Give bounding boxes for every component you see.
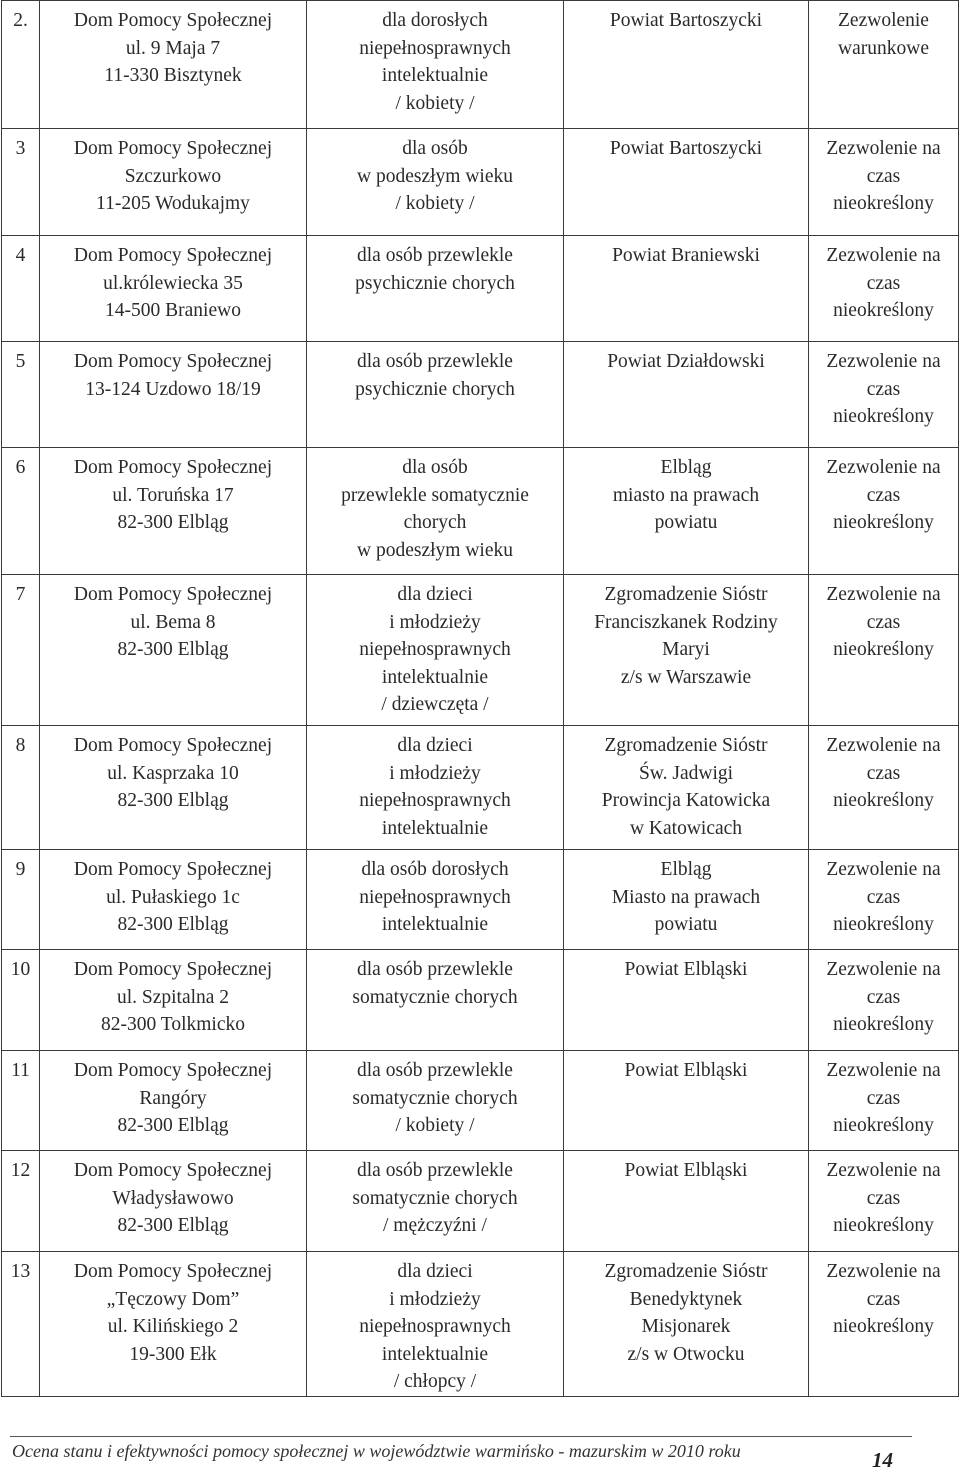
cell-line: czas	[866, 762, 901, 784]
cell-line: dla osób przewlekle	[357, 1160, 513, 1181]
cell-managing-body	[564, 575, 809, 726]
cell-number: 6	[2, 448, 40, 575]
table-row	[2, 575, 959, 726]
cell-permit-status	[809, 1, 959, 129]
cell-number: 9	[2, 850, 40, 950]
cell-line: dla osób przewlekle	[357, 1060, 513, 1081]
cell-line: somatycznie chorych	[352, 986, 518, 1008]
cell-facility-name	[40, 129, 307, 236]
cell-line: Dom Pomocy Społecznej	[73, 859, 273, 880]
cell-permit-status	[809, 950, 959, 1051]
cell-line: ul. Pułaskiego 1c	[106, 886, 240, 908]
cell-line: / dziewczęta /	[381, 694, 489, 715]
cell-facility-type	[307, 950, 564, 1051]
cell-line: / chłopcy /	[393, 1371, 477, 1392]
cell-number: 3	[2, 129, 40, 236]
cell-line: Powiat Elbląski	[624, 1060, 748, 1081]
table-row	[2, 129, 959, 236]
cell-facility-type	[307, 850, 564, 950]
cell-line: nieokreślony	[833, 639, 934, 660]
cell-line: nieokreślony	[833, 512, 934, 533]
cell-facility-name	[40, 1151, 307, 1252]
cell-line: Szczurkowo	[124, 165, 222, 187]
cell-line: intelektualnie	[381, 817, 489, 839]
cell-line: intelektualnie	[381, 914, 489, 935]
cell-number: 13	[2, 1252, 40, 1397]
cell-managing-body	[564, 850, 809, 950]
cell-line: Zezwolenie na	[826, 1160, 941, 1181]
cell-facility-name	[40, 448, 307, 575]
cell-facility-type	[307, 236, 564, 342]
cell-line: Zezwolenie na	[826, 457, 941, 478]
cell-line: Św. Jadwigi	[638, 762, 734, 784]
table-row	[2, 448, 959, 575]
cell-line: niepełnosprawnych	[359, 37, 511, 59]
cell-line: Zezwolenie na	[826, 351, 941, 372]
cell-line: czas	[866, 986, 901, 1008]
cell-line: Dom Pomocy Społecznej	[73, 584, 273, 605]
cell-line: Dom Pomocy Społecznej	[73, 10, 273, 31]
cell-facility-name	[40, 1252, 307, 1397]
cell-line: Elbląg	[660, 859, 712, 880]
cell-line: Powiat Bartoszycki	[609, 138, 763, 159]
cell-line: ul. Szpitalna 2	[116, 986, 230, 1008]
cell-managing-body	[564, 726, 809, 850]
cell-number: 11	[2, 1051, 40, 1151]
cell-line: ul. Toruńska 17	[112, 484, 234, 506]
cell-line: Dom Pomocy Społecznej	[73, 245, 273, 266]
cell-line: dla dzieci	[397, 735, 473, 756]
cell-number: 2.	[2, 1, 40, 129]
cell-facility-type	[307, 1, 564, 129]
cell-permit-status	[809, 575, 959, 726]
cell-line: i młodzieży	[389, 762, 481, 784]
cell-number: 4	[2, 236, 40, 342]
cell-line: 82-300 Elbląg	[117, 512, 229, 533]
cell-number: 10	[2, 950, 40, 1051]
cell-number: 12	[2, 1151, 40, 1252]
cell-line: 82-300 Elbląg	[117, 639, 229, 660]
table-row	[2, 1, 959, 129]
cell-line: powiatu	[654, 914, 718, 935]
cell-facility-type	[307, 726, 564, 850]
cell-line: Dom Pomocy Społecznej	[73, 138, 273, 159]
cell-line: Zgromadzenie Sióstr	[604, 584, 768, 605]
cell-line: somatycznie chorych	[352, 1187, 518, 1209]
cell-line: dla osób	[402, 138, 468, 159]
cell-number: 5	[2, 342, 40, 448]
cell-line: nieokreślony	[833, 1014, 934, 1035]
cell-facility-name	[40, 236, 307, 342]
cell-line: dla osób przewlekle	[357, 245, 513, 266]
cell-line: niepełnosprawnych	[359, 639, 511, 660]
cell-line: Zezwolenie na	[826, 1060, 941, 1081]
cell-managing-body	[564, 448, 809, 575]
cell-line: czas	[866, 886, 901, 908]
cell-line: Zgromadzenie Sióstr	[604, 735, 768, 756]
footer-text: Ocena stanu i efektywności pomocy społecznej w województwie warmińsko - mazurskim w 2010 roku	[12, 1441, 741, 1461]
cell-line: Dom Pomocy Społecznej	[73, 735, 273, 756]
cell-line: dla dzieci	[397, 1261, 473, 1282]
cell-line: nieokreślony	[833, 790, 934, 811]
cell-line: czas	[866, 1288, 901, 1310]
cell-line: przewlekle somatycznie	[341, 484, 529, 506]
page-number: 14	[872, 1448, 893, 1472]
cell-permit-status	[809, 448, 959, 575]
cell-line: somatycznie chorych	[352, 1087, 518, 1109]
cell-line: ul.królewiecka 35	[103, 272, 243, 294]
cell-line: nieokreślony	[833, 1215, 934, 1236]
cell-line: / kobiety /	[395, 1115, 475, 1136]
cell-line: czas	[866, 1087, 901, 1109]
cell-line: intelektualnie	[381, 65, 489, 86]
cell-facility-name	[40, 575, 307, 726]
cell-permit-status	[809, 850, 959, 950]
cell-line: Dom Pomocy Społecznej	[73, 959, 273, 980]
cell-facility-type	[307, 1151, 564, 1252]
table-row	[2, 236, 959, 342]
cell-line: psychicznie chorych	[355, 378, 515, 400]
cell-line: w podeszłym wieku	[357, 539, 513, 561]
cell-line: Zezwolenie	[838, 10, 929, 31]
cell-line: czas	[866, 611, 901, 633]
cell-facility-type	[307, 448, 564, 575]
cell-line: intelektualnie	[381, 666, 489, 688]
cell-facility-type	[307, 1051, 564, 1151]
cell-line: Dom Pomocy Społecznej	[73, 1261, 273, 1282]
cell-line: 11-205 Wodukajmy	[96, 193, 250, 214]
cell-line: niepełnosprawnych	[359, 790, 511, 811]
cell-managing-body	[564, 236, 809, 342]
cell-line: 82-300 Elbląg	[117, 914, 229, 935]
table-row	[2, 850, 959, 950]
cell-managing-body	[564, 129, 809, 236]
cell-line: Zezwolenie na	[826, 959, 941, 980]
cell-line: nieokreślony	[833, 406, 934, 427]
cell-line: / kobiety /	[395, 193, 475, 214]
cell-managing-body	[564, 1051, 809, 1151]
cell-facility-name	[40, 726, 307, 850]
cell-line: Zezwolenie na	[826, 138, 941, 159]
cell-line: dla osób dorosłych	[361, 859, 509, 880]
table-row	[2, 1051, 959, 1151]
dps-table-body	[2, 1, 959, 1397]
table-row	[2, 726, 959, 850]
cell-line: / kobiety /	[395, 92, 475, 114]
cell-permit-status	[809, 1051, 959, 1151]
cell-line: Zezwolenie na	[826, 245, 941, 266]
cell-line: w Katowicach	[629, 817, 743, 839]
cell-line: ul. 9 Maja 7	[125, 37, 221, 59]
cell-line: nieokreślony	[833, 1316, 934, 1337]
cell-line: warunkowe	[838, 37, 929, 59]
cell-line: nieokreślony	[833, 300, 934, 321]
cell-line: Dom Pomocy Społecznej	[73, 457, 273, 478]
cell-facility-type	[307, 1252, 564, 1397]
cell-line: Benedyktynek	[629, 1288, 743, 1310]
cell-line: dla dorosłych	[382, 10, 488, 31]
cell-line: / mężczyźni /	[383, 1215, 487, 1236]
cell-line: Powiat Działdowski	[607, 351, 765, 372]
cell-line: nieokreślony	[833, 193, 934, 214]
cell-line: Powiat Braniewski	[612, 245, 760, 266]
cell-facility-name	[40, 1, 307, 129]
cell-line: 82-300 Elbląg	[117, 1115, 229, 1136]
cell-line: Dom Pomocy Społecznej	[73, 1160, 273, 1181]
cell-permit-status	[809, 726, 959, 850]
cell-line: 19-300 Ełk	[129, 1343, 217, 1365]
cell-line: Powiat Elbląski	[624, 1160, 748, 1181]
cell-permit-status	[809, 1252, 959, 1397]
cell-facility-name	[40, 342, 307, 448]
cell-line: Maryi	[662, 639, 710, 660]
cell-line: Powiat Elbląski	[624, 959, 748, 980]
dps-table	[1, 0, 959, 1397]
cell-line: niepełnosprawnych	[359, 886, 511, 908]
cell-line: Franciszkanek Rodziny	[594, 611, 778, 633]
cell-facility-name	[40, 850, 307, 950]
cell-line: Zgromadzenie Sióstr	[604, 1261, 768, 1282]
cell-facility-type	[307, 342, 564, 448]
cell-line: Elbląg	[660, 457, 712, 478]
cell-line: Zezwolenie na	[826, 584, 941, 605]
cell-facility-name	[40, 1051, 307, 1151]
table-row	[2, 342, 959, 448]
cell-line: psychicznie chorych	[355, 272, 515, 294]
cell-line: Miasto na prawach	[611, 886, 761, 908]
cell-line: miasto na prawach	[612, 484, 760, 506]
cell-line: niepełnosprawnych	[359, 1316, 511, 1337]
cell-line: Powiat Bartoszycki	[609, 10, 763, 31]
cell-permit-status	[809, 1151, 959, 1252]
cell-line: intelektualnie	[381, 1343, 489, 1365]
cell-number: 8	[2, 726, 40, 850]
cell-line: dla dzieci	[397, 584, 473, 605]
cell-line: Rangóry	[139, 1087, 207, 1109]
cell-line: czas	[866, 165, 901, 187]
cell-permit-status	[809, 129, 959, 236]
cell-line: Misjonarek	[641, 1316, 731, 1337]
cell-facility-type	[307, 129, 564, 236]
cell-line: chorych	[403, 512, 467, 533]
cell-line: Prowincja Katowicka	[601, 790, 771, 811]
table-row	[2, 1151, 959, 1252]
cell-line: Dom Pomocy Społecznej	[73, 1060, 273, 1081]
cell-line: 82-300 Elbląg	[117, 1215, 229, 1236]
cell-managing-body	[564, 1252, 809, 1397]
cell-permit-status	[809, 342, 959, 448]
footer-rule	[10, 1436, 912, 1437]
cell-line: nieokreślony	[833, 914, 934, 935]
cell-line: Zezwolenie na	[826, 859, 941, 880]
cell-line: z/s w Otwocku	[627, 1343, 745, 1365]
cell-line: 11-330 Bisztynek	[104, 65, 242, 86]
cell-line: 82-300 Tolkmicko	[101, 1014, 245, 1035]
cell-line: dla osób przewlekle	[357, 959, 513, 980]
cell-managing-body	[564, 1151, 809, 1252]
cell-line: czas	[866, 378, 901, 400]
cell-managing-body	[564, 1, 809, 129]
cell-line: 82-300 Elbląg	[117, 790, 229, 811]
table-row	[2, 1252, 959, 1397]
cell-managing-body	[564, 342, 809, 448]
cell-line: Władysławowo	[112, 1187, 234, 1209]
cell-line: 13-124 Uzdowo 18/19	[85, 378, 261, 400]
cell-line: w podeszłym wieku	[357, 165, 513, 187]
cell-facility-name	[40, 950, 307, 1051]
cell-number: 7	[2, 575, 40, 726]
cell-line: ul. Kilińskiego 2	[107, 1316, 239, 1337]
cell-line: ul. Kasprzaka 10	[107, 762, 239, 784]
cell-line: Zezwolenie na	[826, 735, 941, 756]
cell-line: „Tęczowy Dom”	[106, 1288, 240, 1310]
cell-line: dla osób	[402, 457, 468, 478]
cell-facility-type	[307, 575, 564, 726]
cell-line: nieokreślony	[833, 1115, 934, 1136]
cell-line: czas	[866, 484, 901, 506]
cell-line: Dom Pomocy Społecznej	[73, 351, 273, 372]
cell-managing-body	[564, 950, 809, 1051]
cell-line: 14-500 Braniewo	[105, 300, 241, 321]
cell-line: z/s w Warszawie	[620, 666, 752, 688]
cell-line: powiatu	[654, 512, 718, 533]
cell-line: Zezwolenie na	[826, 1261, 941, 1282]
cell-permit-status	[809, 236, 959, 342]
cell-line: i młodzieży	[389, 611, 481, 633]
cell-line: czas	[866, 272, 901, 294]
cell-line: czas	[866, 1187, 901, 1209]
cell-line: ul. Bema 8	[130, 611, 216, 633]
table-row	[2, 950, 959, 1051]
cell-line: i młodzieży	[389, 1288, 481, 1310]
cell-line: dla osób przewlekle	[357, 351, 513, 372]
